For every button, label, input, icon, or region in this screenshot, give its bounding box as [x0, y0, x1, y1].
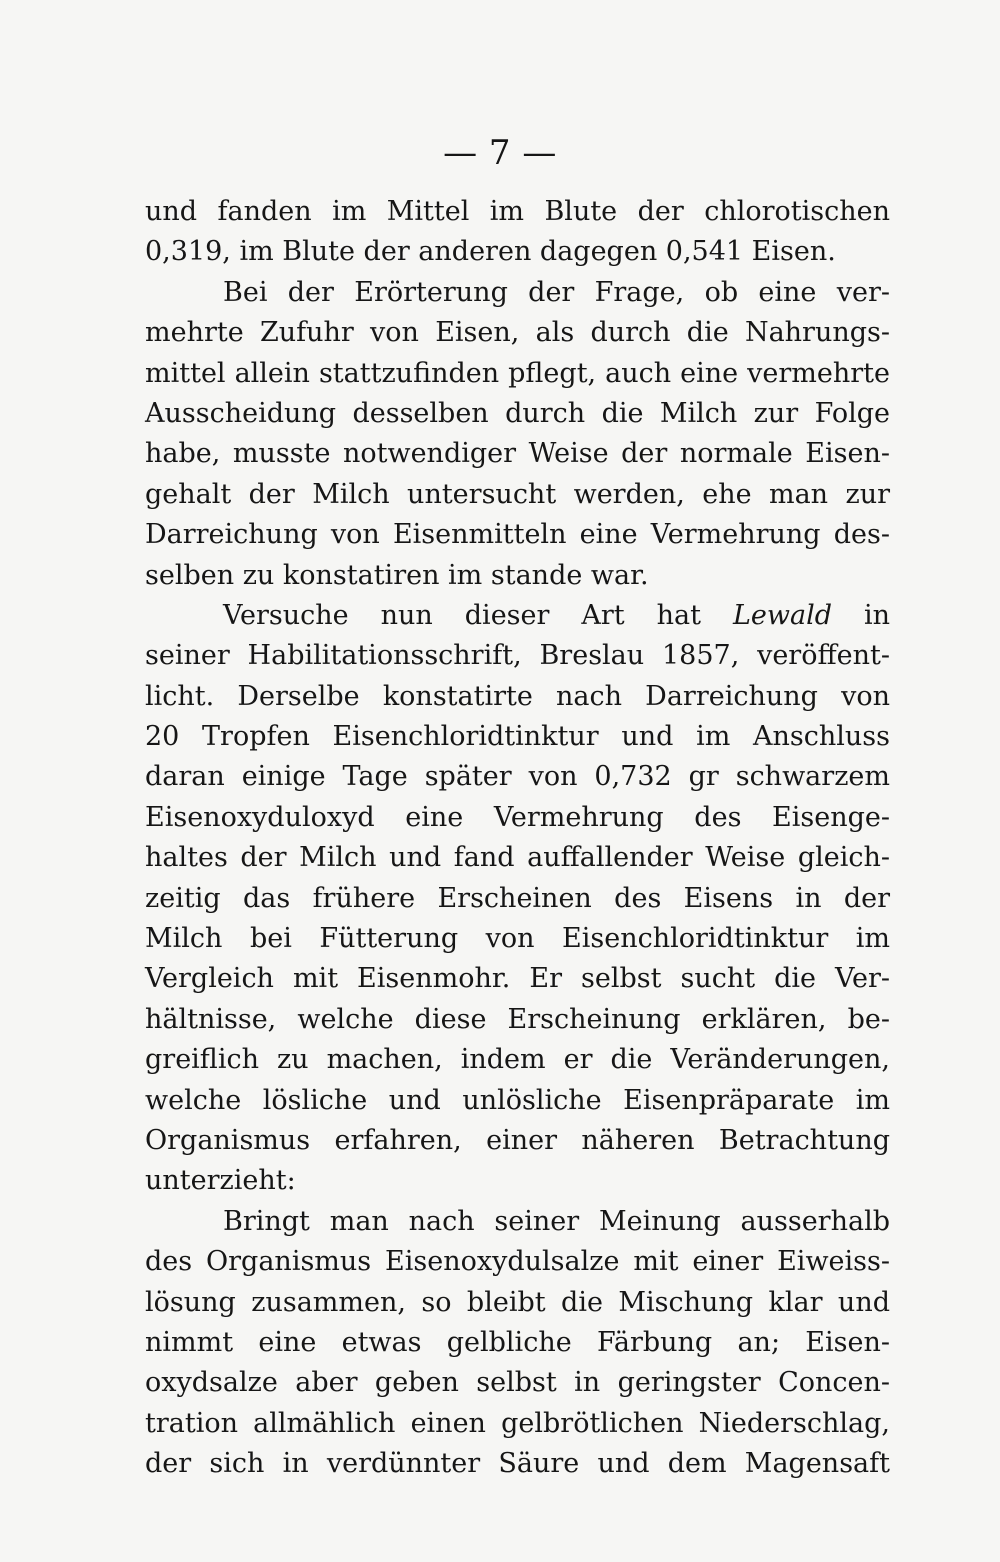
text-line: selben zu konstatiren im stande war. [145, 559, 649, 591]
body-text [145, 192, 890, 1485]
text-run: in [832, 599, 891, 631]
text-line: Bringt man nach seiner Meinung ausserhalb [223, 1205, 890, 1237]
text-line: Organismus erfahren, einer näheren Betrachtung [145, 1124, 890, 1156]
text-line: greiflich zu machen, indem er die Veränderungen, [145, 1044, 890, 1076]
text-line: licht. Derselbe konstatirte nach Darreichung von [145, 680, 890, 712]
page-number: — 7 — [443, 133, 557, 173]
text-line: Ausscheidung desselben durch die Milch zur Folge [145, 397, 890, 429]
text-line: daran einige Tage später von 0,732 gr schwarzem [145, 761, 890, 793]
text-line: tration allmählich einen gelbrötlichen Niederschlag, [145, 1407, 890, 1439]
text-line: haltes der Milch und fand auffallender Weise gleich- [145, 842, 890, 874]
text-line: habe, musste notwendiger Weise der normale Eisen- [145, 438, 890, 470]
text-line: 0,319, im Blute der anderen dagegen 0,541 Eisen. [145, 236, 836, 268]
text-line: Milch bei Fütterung von Eisenchloridtinktur im [145, 923, 890, 955]
text-line: zeitig das frühere Erscheinen des Eisens in der [145, 882, 890, 914]
text-run: Versuche nun dieser Art hat [223, 599, 733, 631]
text-line: mehrte Zufuhr von Eisen, als durch die Nahrungs- [145, 317, 890, 349]
text-line: hältnisse, welche diese Erscheinung erklären, be- [145, 1003, 890, 1035]
text-line: 20 Tropfen Eisenchloridtinktur und im Anschluss [145, 721, 890, 753]
author-name: Lewald [732, 599, 832, 631]
text-line: mittel allein stattzufinden pflegt, auch eine vermehrte [145, 357, 890, 389]
text-line: des Organismus Eisenoxydulsalze mit einer Eiweiss- [145, 1246, 890, 1278]
text-line: seiner Habilitationsschrift, Breslau 1857, veröffent- [145, 640, 890, 672]
text-line: und fanden im Mittel im Blute der chlorotischen [145, 196, 890, 227]
text-line: welche lösliche und unlösliche Eisenpräparate im [145, 1084, 890, 1116]
text-line: Bei der Erörterung der Frage, ob eine ver- [223, 276, 890, 308]
text-line: oxydsalze aber geben selbst in geringster Concen- [145, 1367, 890, 1399]
text-line: lösung zusammen, so bleibt die Mischung klar und [145, 1286, 890, 1318]
text-line: Eisenoxyduloxyd eine Vermehrung des Eisenge- [145, 801, 890, 833]
text-line [145, 596, 890, 636]
text-line: nimmt eine etwas gelbliche Färbung an; Eisen- [145, 1326, 890, 1358]
text-line: gehalt der Milch untersucht werden, ehe man zur [145, 478, 890, 510]
text-line: Darreichung von Eisenmitteln eine Vermehrung des- [145, 519, 890, 551]
text-line: Vergleich mit Eisenmohr. Er selbst sucht die Ver- [145, 963, 890, 995]
text-line: unterzieht: [145, 1165, 296, 1197]
text-line: der sich in verdünnter Säure und dem Magensaft [145, 1448, 890, 1480]
